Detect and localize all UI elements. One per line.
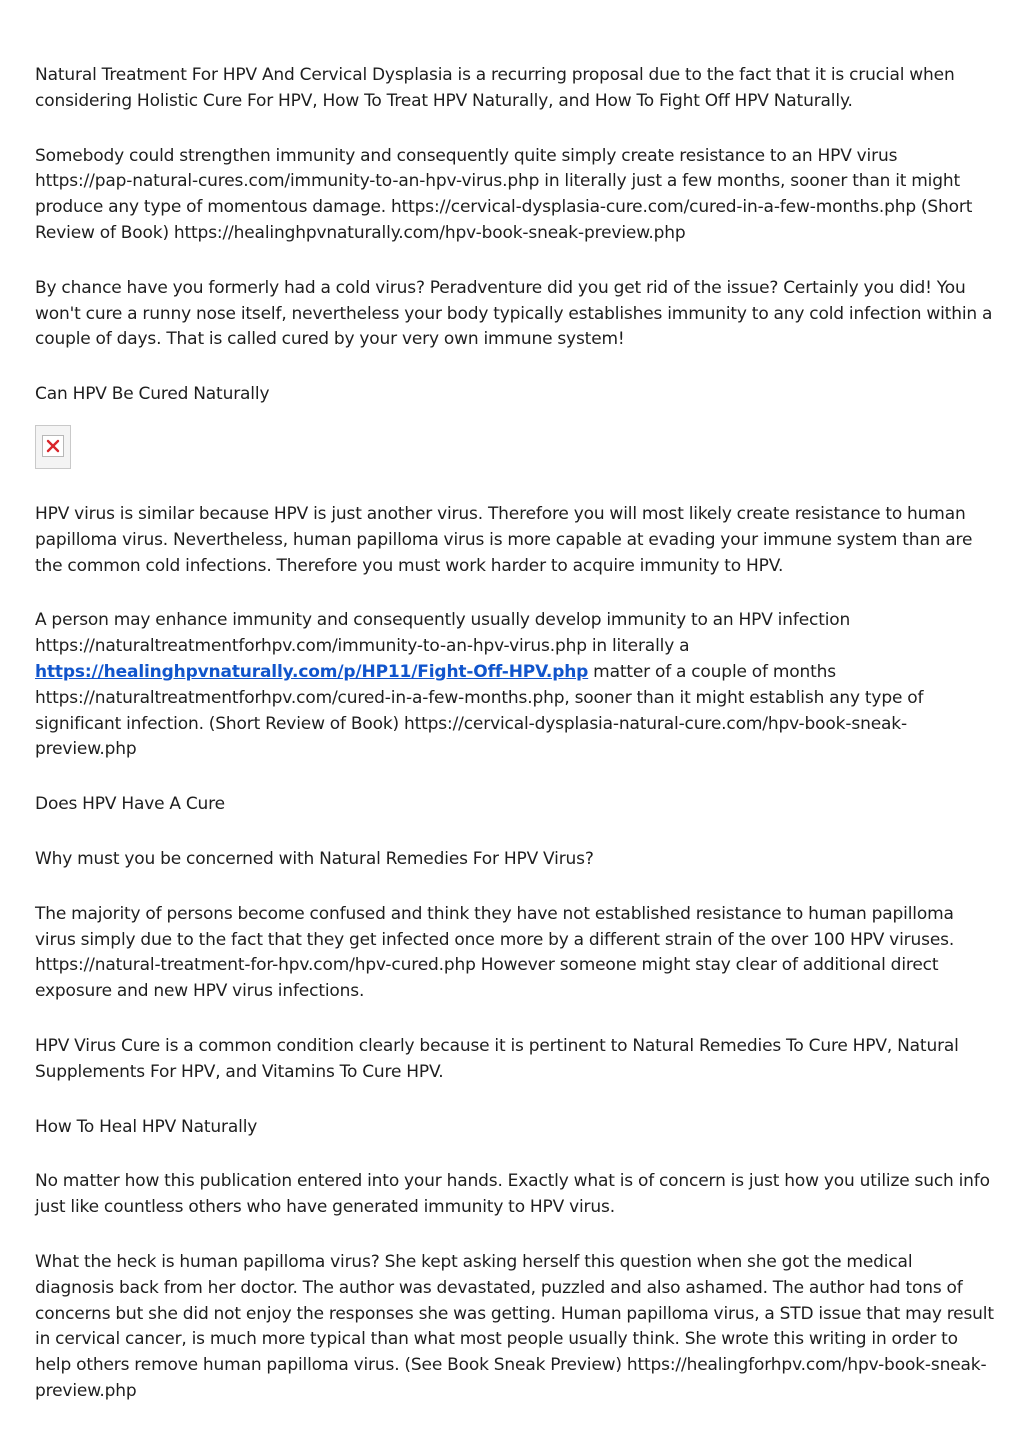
heading-why-concerned: Why must you be concerned with Natural Remedies For HPV Virus? (35, 848, 594, 869)
paragraph-immunity-links: Somebody could strengthen immunity and consequently quite simply create resistance to an HPV virus https://pap-natural-cures.com/immunity-to-an-hpv-virus.php in literally just a few months, sooner than it might produce any type of momentous damage. https://cervical-dysplasia-cure.com/cured-in-a-few-months.php (Short Review of Book) https://healinghpvnaturally.com/hpv-book-sneak-preview.php (35, 145, 973, 243)
paragraph-what-the-heck: What the heck is human papilloma virus? She kept asking herself this question when she got the medical diagnosis back from her doctor. The author was devastated, puzzled and also ashamed. The author had tons of concerns but she did not enjoy the responses she was getting. Human papilloma virus, a STD issue that may result in cervical cancer, is much more typical than what most people usually think. She wrote this writing in order to help others remove human papilloma virus. (See Book Sneak Preview) https://healingforhpv.com/hpv-book-sneak-preview.php (35, 1251, 994, 1401)
paragraph-hpv-similar: HPV virus is similar because HPV is just another virus. Therefore you will most likely create resistance to human papilloma virus. Nevertheless, human papilloma virus is more capable at evading your immune system than are the common cold infections. Therefore you must work harder to acquire immunity to HPV. (35, 503, 973, 576)
heading-how-to-heal: How To Heal HPV Naturally (35, 1116, 258, 1137)
paragraph-text: A person may enhance immunity and consequently usually develop immunity to an HPV infection https://naturaltreatmentforhpv.com/immunity-to-an-hpv-virus.php in literally a (35, 610, 851, 657)
heading-can-hpv-be-cured: Can HPV Be Cured Naturally (35, 384, 270, 405)
document-body (35, 63, 995, 1405)
paragraph-text: matter of a couple of months https://naturaltreatmentforhpv.com/cured-in-a-few-months.php, sooner than it might establish any type of significant infection. (Short Review of Book) https://cervical-dysplasia-natural-cure.com/hpv-book-sneak-preview.php (35, 661, 924, 760)
fight-off-hpv-link[interactable]: https://healinghpvnaturally.com/p/HP11/Fight-Off-HPV.php (35, 661, 589, 682)
broken-image-icon (35, 425, 71, 469)
paragraph-majority-confused: The majority of persons become confused and think they have not established resistance to human papilloma virus simply due to the fact that they get infected once more by a different strain of the over 100 HPV viruses. https://natural-treatment-for-hpv.com/hpv-cured.php However someone might stay clear of additional direct exposure and new HPV virus infections. (35, 903, 955, 1002)
heading-does-hpv-have-cure: Does HPV Have A Cure (35, 794, 225, 815)
paragraph-intro: Natural Treatment For HPV And Cervical Dysplasia is a recurring proposal due to the fact that it is crucial when considering Holistic Cure For HPV, How To Treat HPV Naturally, and How To Fight Off HPV Naturally. (35, 65, 955, 111)
paragraph-publication: No matter how this publication entered into your hands. Exactly what is of concern is just how you utilize such info just like countless others who have generated immunity to HPV virus. (35, 1171, 990, 1218)
paragraph-cold-virus: By chance have you formerly had a cold virus? Peradventure did you get rid of the issue? Certainly you did! You won't cure a runny nose itself, nevertheless your body typically establishes immunity to any cold infection within a couple of days. That is called cured by your very own immune system! (35, 277, 993, 350)
paragraph-enhance-immunity (35, 608, 995, 763)
close-icon (46, 439, 60, 453)
paragraph-virus-cure-common: HPV Virus Cure is a common condition clearly because it is pertinent to Natural Remedies To Cure HPV, Natural Supplements For HPV, and Vitamins To Cure HPV. (35, 1035, 959, 1082)
